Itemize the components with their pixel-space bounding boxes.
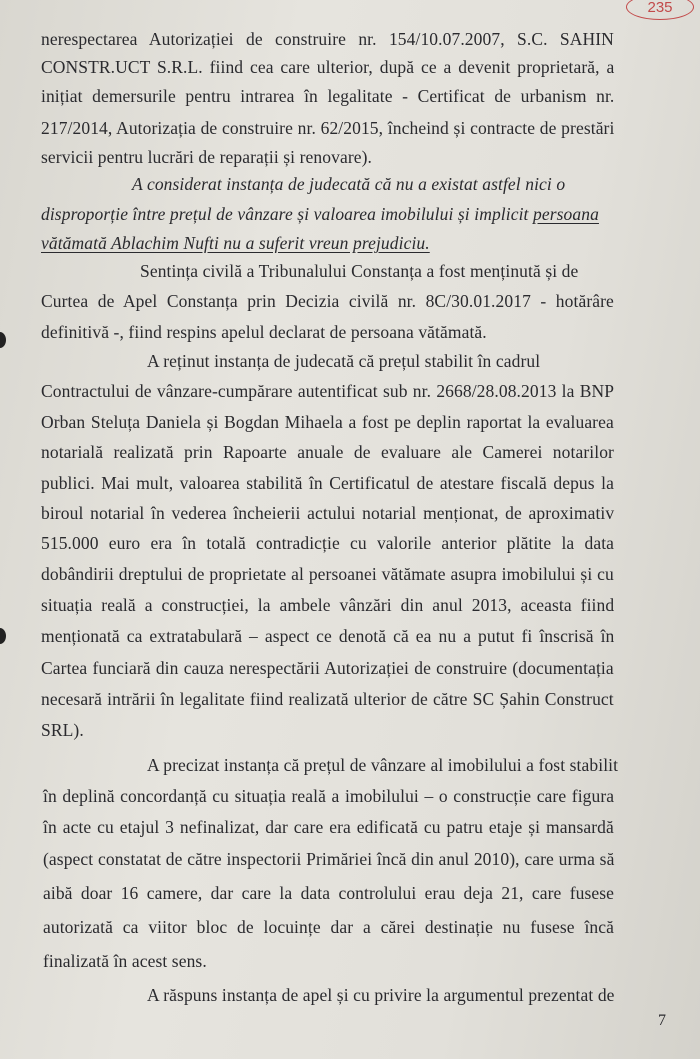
text-line: publici. Mai mult, valoarea stabilită în Certificatul de atestare fiscală depus la — [41, 473, 614, 493]
text-fragment-underlined: persoana — [533, 204, 599, 224]
text-line: notarială realizată prin Rapoarte anuale de evaluare ale Camerei notarilor — [41, 442, 614, 462]
text-line: CONSTR.UCT S.R.L. fiind cea care ulterior, după ce a devenit proprietară, a — [41, 57, 615, 77]
text-line: aibă doar 16 camere, dar care la data controlului erau deja 21, care fusese — [43, 883, 615, 903]
text-line: biroul notarial în vederea încheierii actului notarial menționat, de aproximativ — [41, 503, 615, 523]
text-line: Orban Steluța Daniela și Bogdan Mihaela a fost pe deplin raportat la evaluarea — [41, 412, 614, 432]
text-line: A considerat instanța de judecată că nu a existat astfel nici o — [132, 174, 566, 194]
binding-hole — [0, 332, 6, 348]
text-fragment: disproporție între prețul de vânzare și valoarea imobilului și implicit — [41, 204, 529, 224]
text-line: dobândirii dreptului de proprietate al persoanei vătămate asupra imobilului și cu — [41, 564, 614, 584]
text-line: situația reală a construcției, la ambele vânzări din anul 2013, aceasta fiind — [41, 595, 615, 615]
text-line: A precizat instanța că prețul de vânzare al imobilului a fost stabilit — [147, 755, 619, 775]
page-number: 7 — [658, 1012, 666, 1029]
text-line: SRL). — [41, 720, 84, 740]
text-line: inițiat demersurile pentru intrarea în legalitate - Certificat de urbanism nr. — [41, 86, 615, 106]
text-line: Contractului de vânzare-cumpărare autentificat sub nr. 2668/28.08.2013 la BNP — [41, 381, 615, 401]
text-line: menționată ca extratabulară – aspect ce denotă că ea nu a putut fi înscrisă în — [41, 626, 615, 646]
binding-hole — [0, 628, 6, 644]
text-line: în deplină concordanță cu situația reală a imobilului – o construcție care figura — [43, 786, 615, 806]
text-line: nerespectarea Autorizației de construire nr. 154/10.07.2007, S.C. SAHIN — [41, 29, 614, 49]
text-line — [41, 203, 599, 225]
text-line: necesară intrării în legalitate fiind realizată ulterior de către SC Șahin Construct — [41, 689, 614, 709]
text-line: Cartea funciară din cauza nerespectării Autorizației de construire (documentația — [41, 658, 614, 678]
text-line: 515.000 euro era în totală contradicție cu valorile anterior plătite la data — [41, 533, 615, 553]
text-line: definitivă -, fiind respins apelul declarat de persoana vătămată. — [41, 322, 487, 342]
text-line: servicii pentru lucrări de reparații și renovare). — [41, 147, 373, 167]
text-line: Curtea de Apel Constanța prin Decizia civilă nr. 8C/30.01.2017 - hotărâre — [41, 291, 614, 311]
text-line: (aspect constatat de către inspectorii Primăriei încă din anul 2010), care urma să — [43, 849, 615, 869]
text-line: finalizată în acest sens. — [43, 951, 207, 971]
text-line: 217/2014, Autorizația de construire nr. 62/2015, încheind și contracte de prestări — [41, 118, 615, 138]
text-line: autorizată ca viitor bloc de locuințe dar a cărei destinație nu fusese încă — [43, 917, 614, 937]
text-line: A reținut instanța de judecată că prețul stabilit în cadrul — [147, 351, 541, 371]
text-line: A răspuns instanța de apel și cu privire la argumentul prezentat de — [147, 985, 615, 1005]
text-line: vătămată Ablachim Nufti nu a suferit vreun prejudiciu. — [41, 233, 430, 253]
text-line: în acte cu etajul 3 nefinalizat, dar care era edificată cu patru etaje și mansardă — [43, 817, 614, 837]
text-line: Sentința civilă a Tribunalului Constanța a fost menținută și de — [140, 261, 579, 281]
page-stamp: 235 — [626, 0, 694, 20]
